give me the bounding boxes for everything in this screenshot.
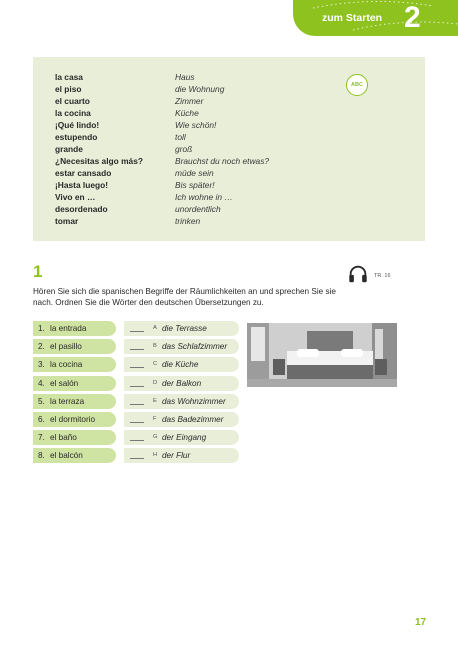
translation-item xyxy=(124,430,239,445)
item-word: el salón xyxy=(50,378,79,388)
vocab-german: trinken xyxy=(175,216,201,226)
vocab-spanish: ¿Necesitas algo más? xyxy=(55,156,143,166)
translation-letter: D xyxy=(153,379,158,386)
item-number: 4. xyxy=(38,378,45,388)
item-word: el pasillo xyxy=(50,342,82,352)
translation-letter: F xyxy=(153,416,157,422)
item-number: 6. xyxy=(38,415,45,424)
vocab-spanish: el cuarto xyxy=(55,96,90,106)
spanish-word-item xyxy=(33,394,116,409)
answer-blank[interactable] xyxy=(130,440,144,441)
vocab-spanish: desordenado xyxy=(55,204,108,214)
translation-text: das Badezimmer xyxy=(162,415,224,424)
translation-letter: E xyxy=(153,397,157,404)
vocab-spanish: la casa xyxy=(55,72,83,82)
vocab-spanish: grande xyxy=(55,144,83,154)
answer-blank[interactable] xyxy=(130,386,144,387)
spanish-word-item xyxy=(33,412,116,427)
track-number: TR. 16 xyxy=(374,273,391,279)
vocab-spanish: Vivo en … xyxy=(55,192,96,202)
translation-item xyxy=(124,321,239,336)
translation-letter: A xyxy=(153,325,157,331)
vocab-german: toll xyxy=(175,132,186,142)
translation-item xyxy=(124,376,239,391)
answer-blank[interactable] xyxy=(130,367,144,368)
item-word: la entrada xyxy=(50,324,87,333)
spanish-word-item xyxy=(33,376,116,391)
vocab-german: unordentlich xyxy=(175,204,221,214)
item-number: 1. xyxy=(38,324,45,333)
vocab-spanish: estupendo xyxy=(55,132,98,142)
vocab-german: groß xyxy=(175,144,193,154)
translation-item xyxy=(124,448,239,463)
spanish-word-item xyxy=(33,448,116,463)
vocab-german: Haus xyxy=(175,72,195,82)
item-number: 5. xyxy=(38,396,45,406)
translation-text: die Terrasse xyxy=(162,324,207,333)
spanish-word-item xyxy=(33,339,116,354)
vocab-german: Brauchst du noch etwas? xyxy=(175,156,270,166)
translation-text: das Schlafzimmer xyxy=(162,342,228,352)
vocab-german: Bis später! xyxy=(175,180,215,190)
chapter-header xyxy=(0,0,458,36)
translation-text: der Flur xyxy=(162,451,191,461)
translation-text: die Küche xyxy=(162,360,199,370)
vocab-german: Zimmer xyxy=(175,96,204,106)
vocab-spanish: la cocina xyxy=(55,108,91,118)
answer-blank[interactable] xyxy=(130,458,144,459)
answer-blank[interactable] xyxy=(130,404,144,405)
answer-blank[interactable] xyxy=(130,349,144,350)
item-number: 3. xyxy=(38,360,45,370)
vocab-spanish: estar cansado xyxy=(55,168,112,178)
chapter-title: zum Starten xyxy=(322,12,383,24)
bedroom-photo xyxy=(247,323,397,387)
page-number: 17 xyxy=(415,617,427,628)
chapter-number: 2 xyxy=(404,1,421,34)
translation-text: der Eingang xyxy=(162,433,207,443)
item-word: el dormitorio xyxy=(50,415,96,424)
translation-item xyxy=(124,394,239,409)
exercise-instructions: Hören Sie sich die spanischen Begriffe der Räumlichkeiten an und sprechen Sie sie nach. Ordnen Sie die Wörter den deutschen Übersetzungen zu. xyxy=(33,287,336,307)
abc-icon: ABC xyxy=(346,74,368,96)
answer-blank[interactable] xyxy=(130,422,144,423)
vocab-german: Ich wohne in … xyxy=(175,192,233,202)
spanish-word-item xyxy=(33,357,116,372)
translation-letter: C xyxy=(153,361,158,368)
vocab-german: Wie schön! xyxy=(175,120,217,130)
translation-text: das Wohnzimmer xyxy=(162,396,226,406)
vocab-spanish: ¡Hasta luego! xyxy=(55,180,109,190)
item-word: el balcón xyxy=(50,451,83,461)
translation-text: der Balkon xyxy=(162,378,202,388)
spanish-word-item xyxy=(33,321,116,336)
vocab-spanish: el piso xyxy=(55,84,82,94)
item-word: el baño xyxy=(50,433,77,443)
item-number: 2. xyxy=(38,342,45,352)
vocab-german: müde sein xyxy=(175,168,214,178)
vocab-spanish: tomar xyxy=(55,216,79,226)
item-word: la cocina xyxy=(50,360,83,370)
headphones-icon xyxy=(347,263,369,285)
item-number: 8. xyxy=(38,451,45,461)
vocab-spanish: ¡Qué lindo! xyxy=(55,120,100,130)
vocab-german: Küche xyxy=(175,108,199,118)
vocab-german: die Wohnung xyxy=(175,84,225,94)
translation-letter: B xyxy=(153,343,157,350)
answer-blank[interactable] xyxy=(130,331,144,332)
translation-item xyxy=(124,339,239,354)
translation-item xyxy=(124,357,239,372)
exercise-number: 1 xyxy=(33,262,43,281)
spanish-word-item xyxy=(33,430,116,445)
item-number: 7. xyxy=(38,433,45,443)
vocabulary-box xyxy=(33,57,425,241)
translation-letter: G xyxy=(153,434,158,441)
item-word: la terraza xyxy=(50,396,85,406)
translation-letter: H xyxy=(153,452,158,459)
translation-item xyxy=(124,412,239,427)
